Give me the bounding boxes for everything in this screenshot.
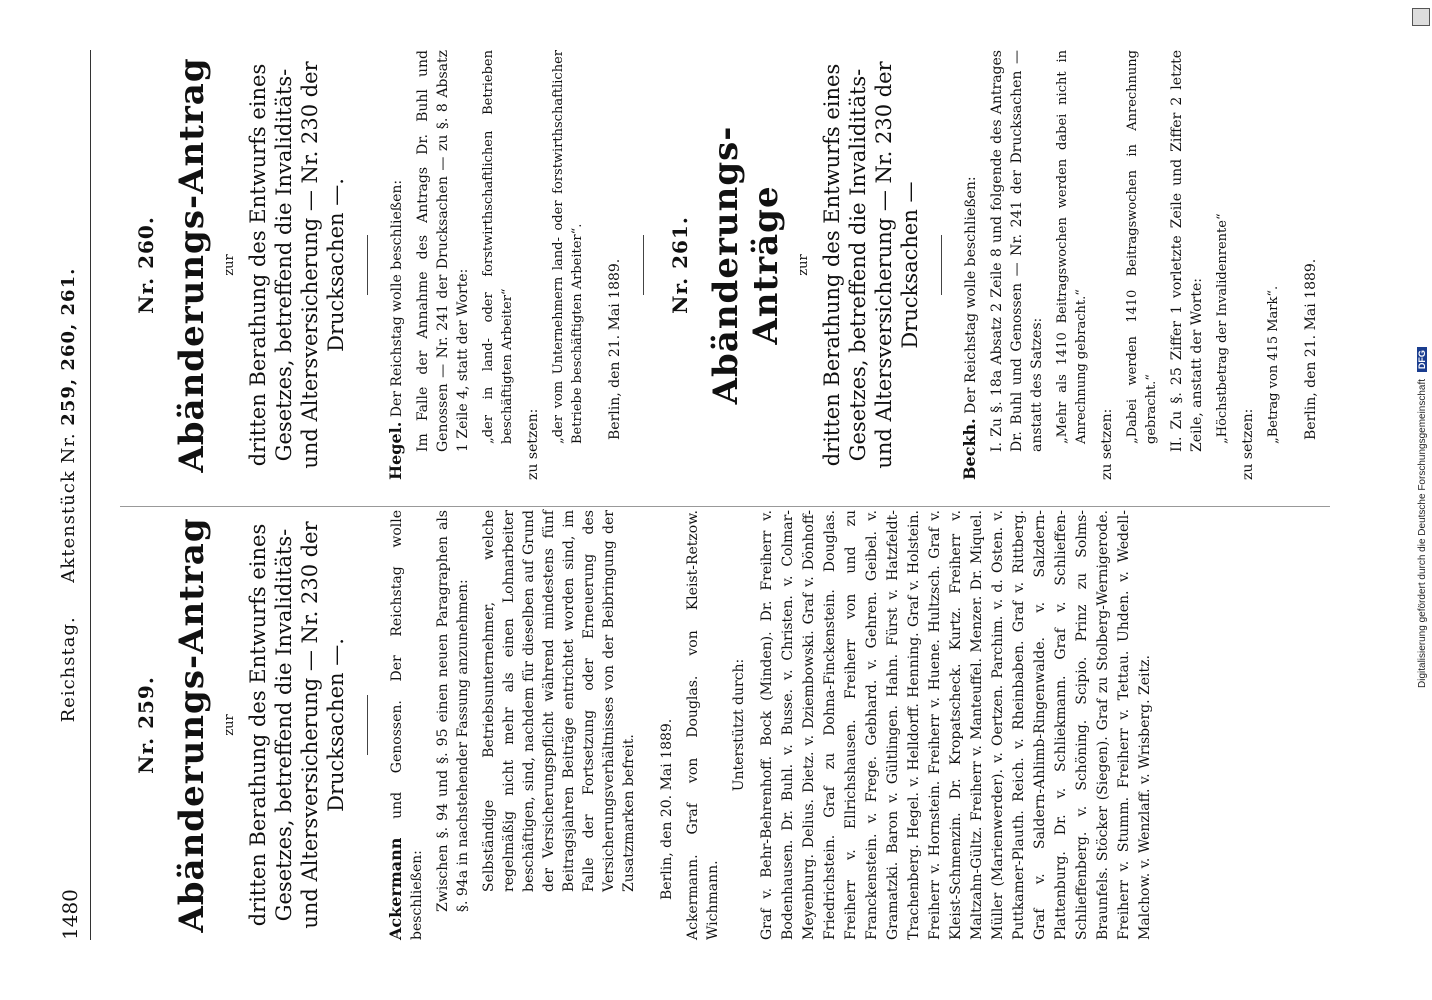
subject-260: dritten Berathung des Entwurfs eines Gesetzes, betreffend die Invaliditäts- und Altersversicherung — Nr. 230 der Drucksachen —. [246,61,348,469]
running-head-label: Aktenstück Nr. [58,432,79,583]
column-right [110,50,1327,480]
page-number: 1480 [58,889,82,940]
section-title-261: Abänderungs-Anträge [706,125,786,405]
running-head [58,50,84,940]
section-number-261: Nr. 261. [668,216,692,314]
proposer-261: Beckh. [960,418,979,480]
zu-setzen-260: zu setzen: [525,408,541,480]
quote-260-2: „der vom Unternehmern land- oder forstwirthschaftlicher Betriebe beschäftigten Arbeiter“. [551,50,585,444]
intro-text-261: Der Reichstag wolle beschließen: [963,176,979,414]
running-head-numbers: 259, 260, 261. [58,267,79,426]
subject-261: dritten Berathung des Entwurfs eines Gesetzes, betreffend die Invaliditäts- und Altersversicherung — Nr. 230 der Drucksachen — [820,61,922,469]
date-259: Berlin, den 20. Mai 1889. [659,718,675,900]
digitization-note-text: Digitalisierung gefördert durch die Deutsche Forschungsgemeinschaft [1417,378,1428,688]
section-number-260: Nr. 260. [134,216,158,314]
date-261: Berlin, den 21. Mai 1889. [1303,258,1319,440]
supporters-list: Graf v. Behr-Behrenhoff. Bock (Minden). Dr. Freiherr v. Bodenhausen. Dr. Buhl. v. Busse. v. Christen. v. Colmar-Meyenburg. Delius. Dietz. v. Dziembowski. Graf v. Dönhoff-Friedrichstein. Graf zu Dohna-Finckenstein. Douglas. Freiherr v. Ellrichshausen. Freiherr von und zu Franckenstein. v. Frege. Gebhard. v. Gehren. Geibel. v. Gramatzki. Baron v. Gültlingen. Hahn. Fürst v. Hatzfeldt-Trachenberg. Hegel. v. Helldorff. Henning. Graf v. Holstein. Freiherr v. Hornstein. Freiherr v. Huene. Hultzsch. Graf v. Kleist-Schmenzin. Dr. Kropatscheck. Kurtz. Freiherr v. Maltzahn-Gültz. Freiherr v. Manteuffel. Menzer. Dr. Miquel. Müller (Marienwerder). v. Oertzen. Parchim. v. d. Osten. v. Puttkamer-Plauth. Reich. v. Rheinbaben. Graf v. Rittberg. Graf v. Saldern-Ahlimb-Ringenwalde. v. Salzdern-Plattenburg. Dr. v. Schliekmann. Graf v. Schlieffen-Schlieffenberg. v. Schöning. Scipio. Prinz zu Solms-Braunfels. Stöcker (Siegen). Graf zu Stolberg-Wernigerode. Freiherr v. Stumm. Freiherr v. Tettau. Uhden. v. Wedell-Malchow. v. Wenzlaff. v. Wrisberg. Zeitz. [759,510,1153,940]
header-rule [90,50,91,940]
corner-marker [1412,8,1430,26]
section-title-260: Abänderungs-Antrag [172,57,212,473]
intro-text-260: Der Reichstag wolle beschließen: [389,179,405,418]
column-left [110,510,1156,940]
section-title-259: Abänderungs-Antrag [172,517,212,933]
short-rule [367,235,368,295]
intro-text-259: und Genossen. Der Reichstag wolle beschließen: [389,509,425,940]
paragraph-261-1: I. Zu §. 18a Absatz 2 Zeile 8 und folgende des Antrages Dr. Buhl und Genossen — Nr. 241 der Drucksachen — anstatt des Satzes: [989,50,1045,452]
zu-setzen-261-1: zu setzen: [1099,408,1115,480]
paragraph-259-1: Zwischen §. 94 und §. 95 einen neuen Paragraphen als §. 94a in nachstehender Fassung anzunehmen: [435,510,471,912]
quote-261-4: „Betrag von 415 Mark“. [1266,285,1281,444]
motion-intro-259 [386,510,427,940]
paragraph-261-2: II. Zu §. 25 Ziffer 1 vorletzte Zeile und Ziffer 2 letzte Zeile, anstatt der Worte: [1169,50,1205,452]
quote-261-2: „Dabei werden 1410 Beitragswochen in Anrechnung gebracht.“ [1125,50,1159,444]
digitization-note [1415,130,1431,690]
zur-261: zur [796,254,811,276]
zur-260: zur [222,254,237,276]
short-rule [941,235,942,295]
short-rule [367,695,368,755]
paragraph-259-2: Selbständige Betriebsunternehmer, welche regelmäßig nicht mehr als einen Lohnarbeiter beschäftigen, sind, nachdem für dieselben auf Grund der Versicherungspflicht während mindestens fünf Beitragsjahren Beiträge entrichtet worden sind, im Falle der Fortsetzung oder Erneuerung des Versicherungsverhältnisses von der Beibringung der Zusatzmarken befreit. [481,510,637,892]
running-head-prefix: Reichstag. [58,616,79,723]
zur-259: zur [222,714,237,736]
column-divider [120,506,1330,507]
paragraph-260-1: Im Falle der Annahme des Antrags Dr. Buhl und Genossen — Nr. 241 der Drucksachen — zu §. 8 Absatz 1 Zeile 4, statt der Worte: [415,50,471,452]
subject-259: dritten Berathung des Entwurfs eines Gesetzes, betreffend die Invaliditäts- und Altersversicherung — Nr. 230 der Drucksachen —. [246,521,348,929]
quote-261-1: „Mehr als 1410 Beitragswochen werden dabei nicht in Anrechnung gebracht.“ [1055,50,1089,444]
quote-261-3: „Höchstbetrag der Invalidenrente“ [1215,213,1230,444]
dfg-logo: DFG [1417,347,1427,372]
zu-setzen-261-2: zu setzen: [1240,408,1256,480]
short-rule [643,235,644,295]
motion-intro-260 [386,50,407,480]
supported-label: Unterstützt durch: [731,658,747,792]
section-number-259: Nr. 259. [134,676,158,774]
motion-intro-261 [960,50,981,480]
signature-259: Ackermann. Graf von Douglas. von Kleist-Retzow. Wichmann. [685,510,721,940]
date-260: Berlin, den 21. Mai 1889. [607,258,623,440]
proposer-259: Ackermann [386,837,405,940]
quote-260-1: „der in land- oder forstwirthschaftlichen Betrieben beschäftigten Arbeiter“ [481,50,515,444]
proposer-260: Hegel. [386,421,405,480]
